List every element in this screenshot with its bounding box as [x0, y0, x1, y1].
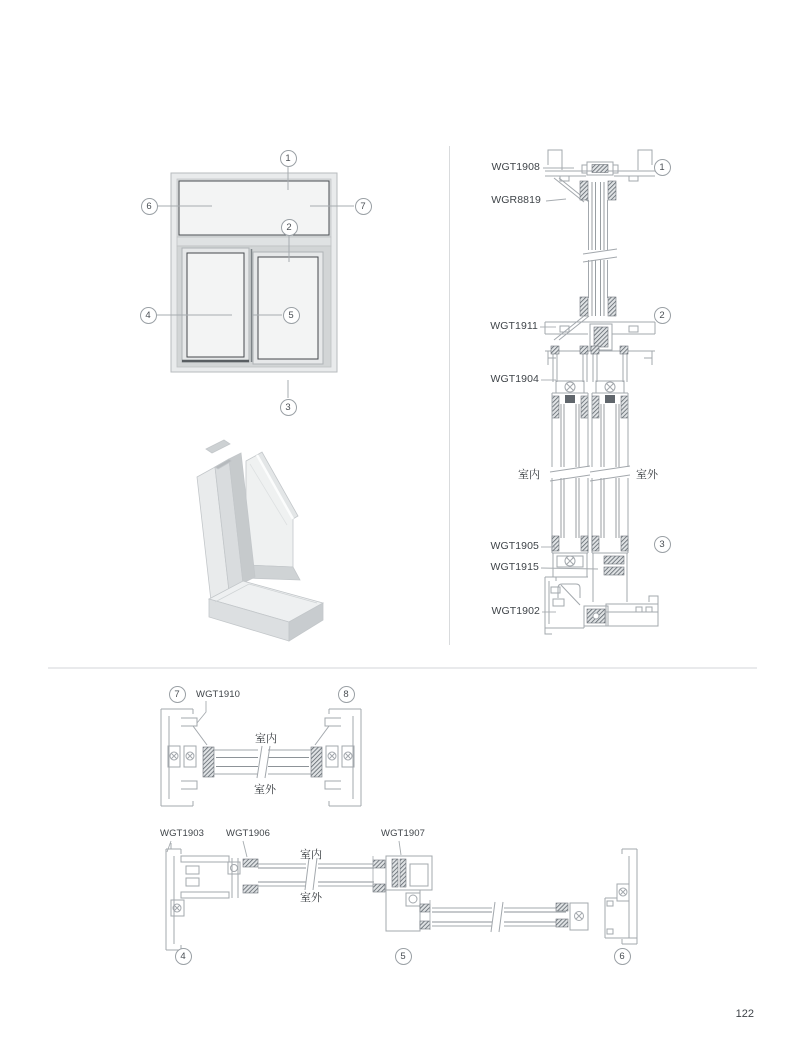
elevation-callout-7: 7 [355, 198, 372, 215]
elevation-callout-3: 3 [280, 399, 297, 416]
part-label-wgt1903: WGT1903 [160, 828, 204, 839]
mid-outdoor-label: 室外 [254, 784, 276, 796]
part-label-wgt1908: WGT1908 [491, 161, 540, 173]
elevation-drawing [157, 167, 354, 398]
profile-3d-render [197, 440, 323, 641]
elevation-callout-2: 2 [281, 219, 298, 236]
part-label-wgr8819: WGR8819 [491, 194, 541, 206]
vsection-outdoor-label: 室外 [636, 469, 658, 481]
bottom-section-callout-6: 6 [614, 948, 631, 965]
part-label-wgt1907: WGT1907 [381, 828, 425, 839]
bottom-outdoor-label: 室外 [300, 892, 322, 904]
part-label-wgt1906: WGT1906 [226, 828, 270, 839]
page-number: 122 [735, 1008, 754, 1020]
bottom-section-callout-5: 5 [395, 948, 412, 965]
vsection-callout-3: 3 [654, 536, 671, 553]
vsection-indoor-label: 室内 [518, 469, 540, 481]
vertical-section-drawing [540, 150, 658, 634]
elevation-callout-4: 4 [140, 307, 157, 324]
vsection-callout-2: 2 [654, 307, 671, 324]
mid-section-callout-8: 8 [338, 686, 355, 703]
part-label-wgt1911: WGT1911 [490, 320, 538, 332]
bottom-section-drawing [166, 841, 637, 950]
mid-section-callout-7: 7 [169, 686, 186, 703]
part-label-wgt1905: WGT1905 [490, 540, 539, 552]
elevation-callout-1: 1 [280, 150, 297, 167]
part-label-wgt1915: WGT1915 [490, 561, 539, 573]
part-label-wgt1910: WGT1910 [196, 689, 240, 700]
vsection-callout-1: 1 [654, 159, 671, 176]
part-label-wgt1902: WGT1902 [491, 605, 540, 617]
elevation-callout-6: 6 [141, 198, 158, 215]
bottom-section-callout-4: 4 [175, 948, 192, 965]
mid-indoor-label: 室内 [255, 733, 277, 745]
bottom-indoor-label: 室内 [300, 849, 322, 861]
part-label-wgt1904: WGT1904 [490, 373, 539, 385]
elevation-callout-5: 5 [283, 307, 300, 324]
